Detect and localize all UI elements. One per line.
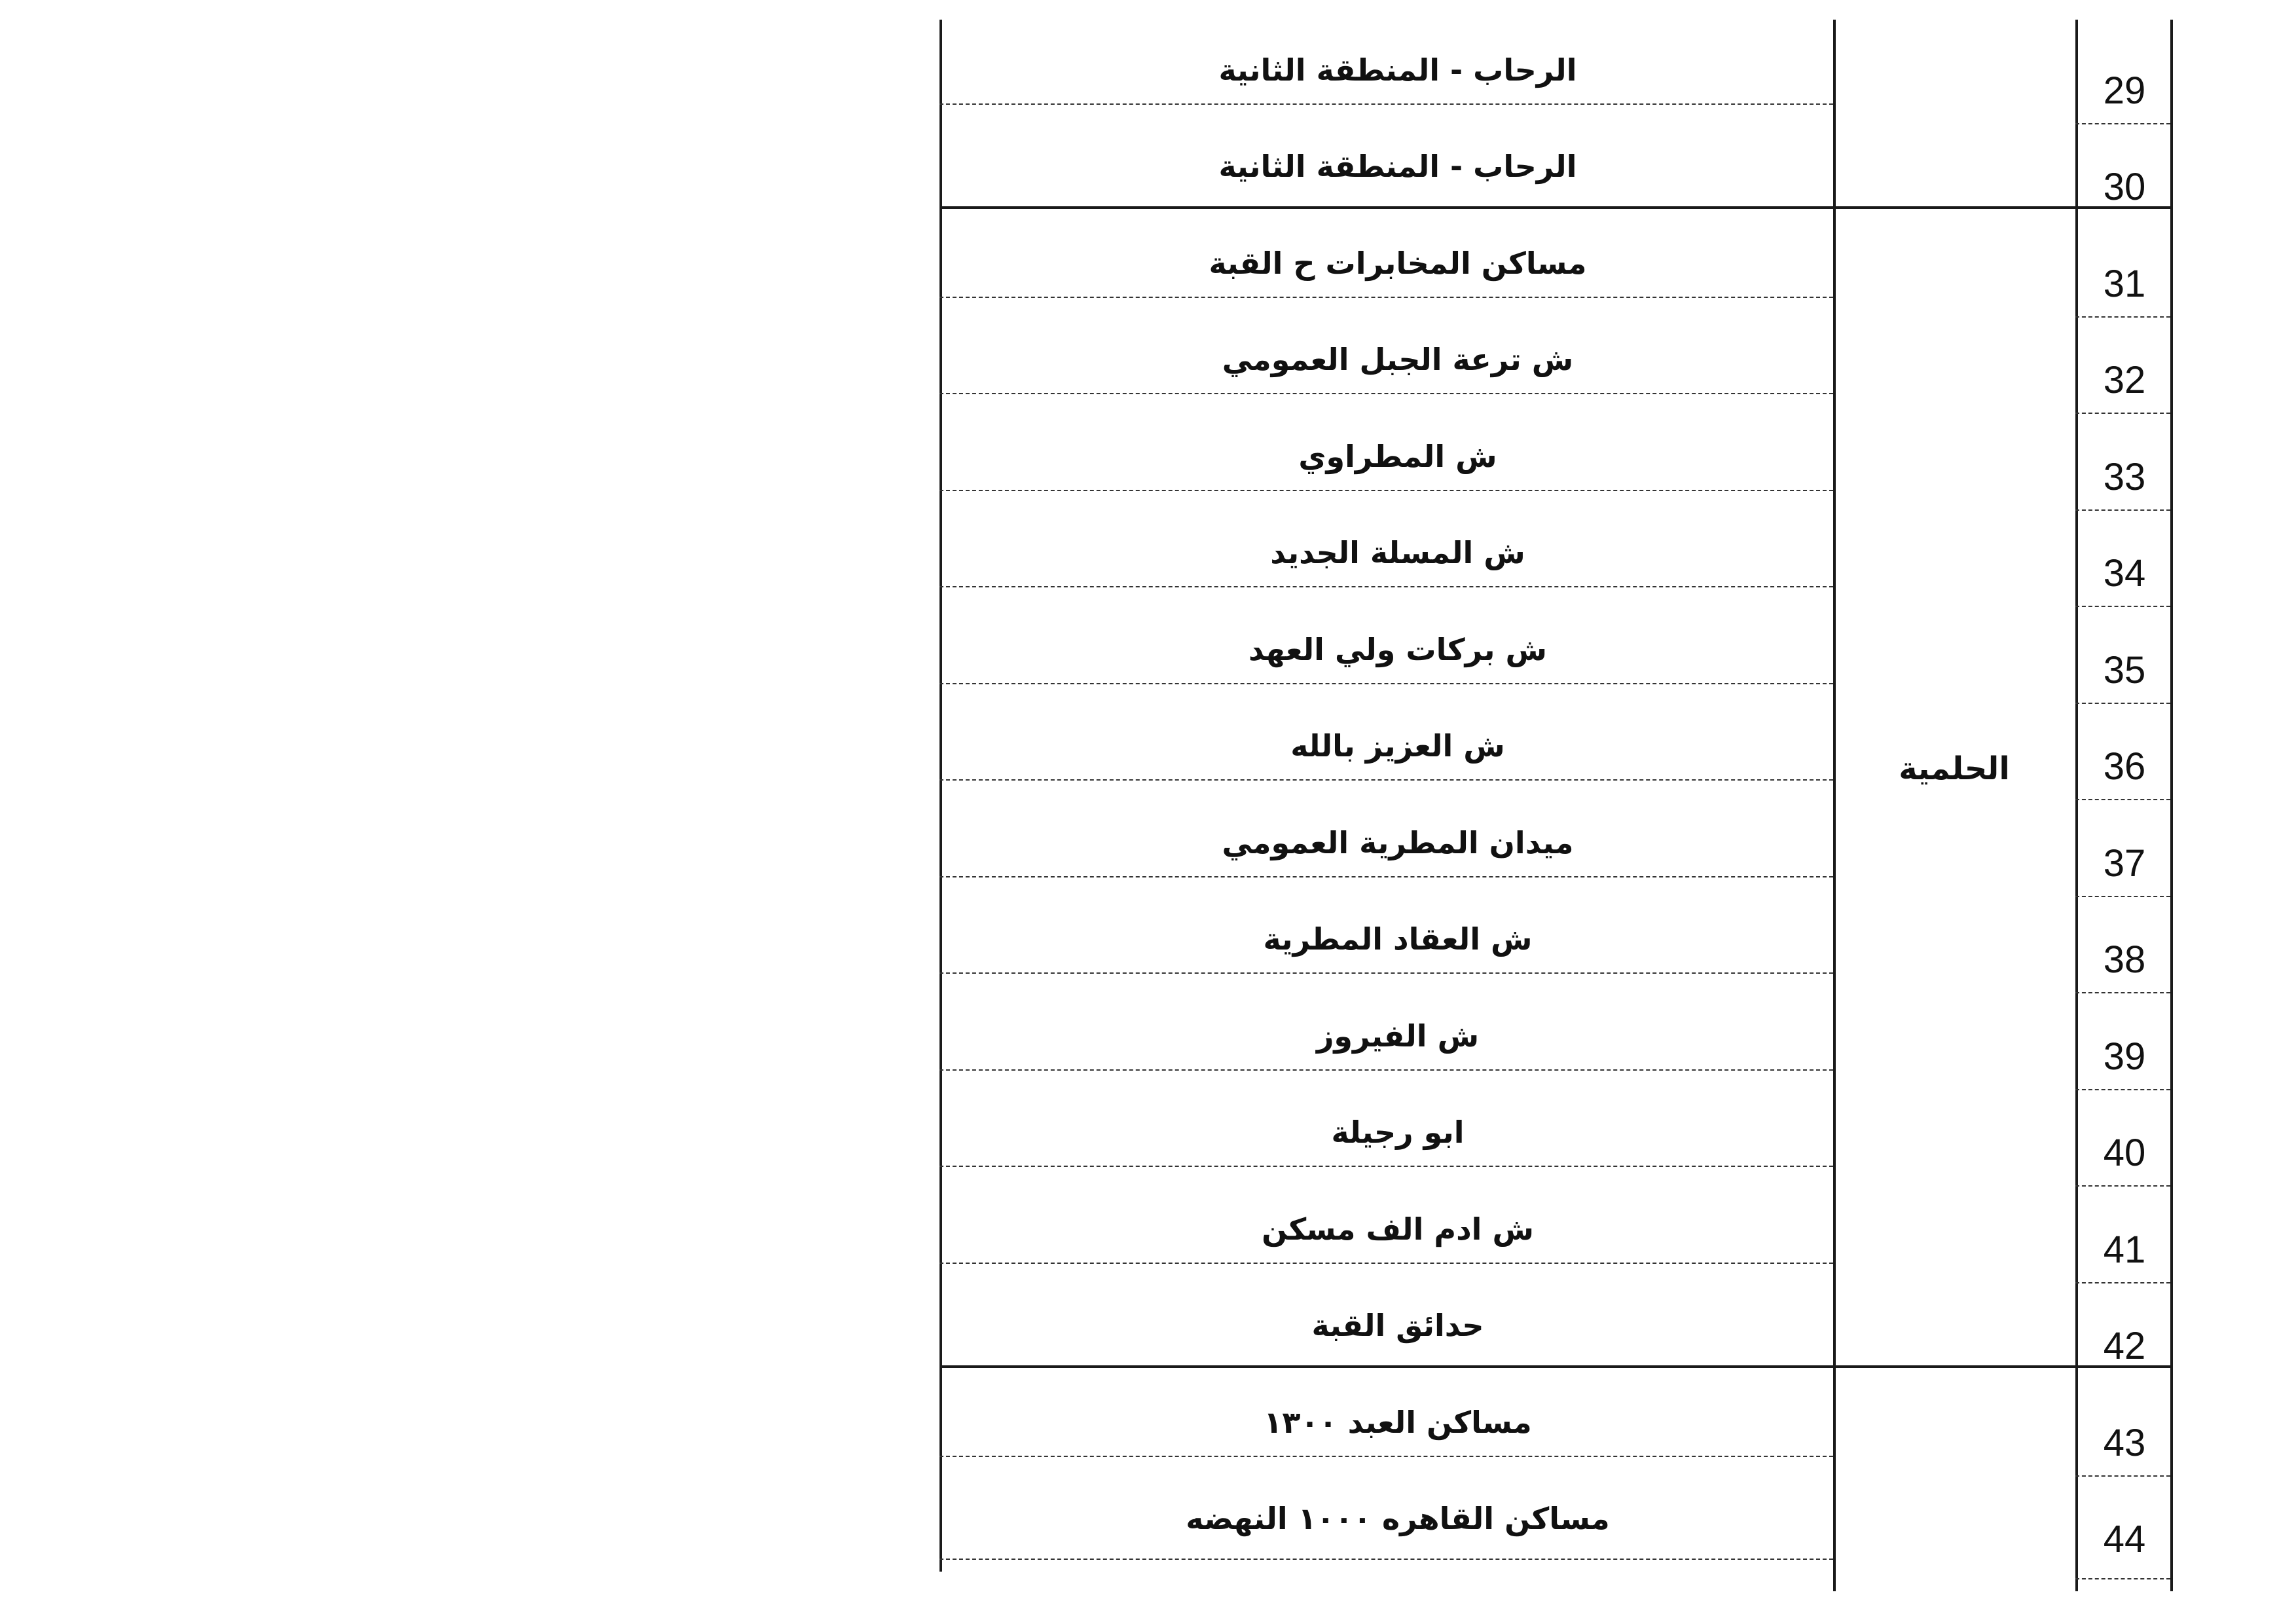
location-name: ابو رجيلة xyxy=(1331,1115,1465,1151)
row-separator-number xyxy=(2075,1089,2170,1090)
row-separator-number xyxy=(2075,509,2170,511)
row-number: 43 xyxy=(2103,1421,2146,1464)
row-number: 36 xyxy=(2103,745,2146,788)
row-separator-number xyxy=(2075,123,2170,124)
row-separator-name xyxy=(939,393,1833,394)
row-number: 38 xyxy=(2103,938,2146,982)
row-separator-number xyxy=(2075,1282,2170,1283)
row-separator-number xyxy=(2075,413,2170,414)
location-name: حدائق القبة xyxy=(1311,1308,1484,1344)
row-separator-number xyxy=(2075,1475,2170,1477)
location-name: ميدان المطرية العمومي xyxy=(1222,824,1574,860)
location-name: مساكن العبد ١٣٠٠ xyxy=(1264,1404,1532,1440)
location-name: ش المطراوي xyxy=(1298,438,1497,474)
row-separator-name xyxy=(939,297,1833,298)
location-name: ش العقاد المطرية xyxy=(1263,921,1533,957)
row-number: 35 xyxy=(2103,648,2146,692)
row-number: 31 xyxy=(2103,262,2146,305)
row-separator-name xyxy=(939,1456,1833,1457)
row-separator-number xyxy=(2075,316,2170,318)
row-number: 29 xyxy=(2103,69,2146,112)
row-separator-name xyxy=(939,683,1833,684)
location-name: مساكن المخابرات ح القبة xyxy=(1209,245,1587,281)
row-separator-name xyxy=(939,586,1833,587)
group-separator xyxy=(939,1365,2170,1368)
location-name: الرحاب - المنطقة الثانية xyxy=(1218,149,1577,185)
row-number: 30 xyxy=(2103,166,2146,209)
table-border-left xyxy=(939,20,942,1572)
row-number: 33 xyxy=(2103,455,2146,498)
row-separator-name xyxy=(939,876,1833,877)
row-separator-number xyxy=(2075,606,2170,607)
location-name: ش بركات ولي العهد xyxy=(1248,631,1547,667)
row-separator-name xyxy=(939,1166,1833,1167)
row-number: 42 xyxy=(2103,1325,2146,1368)
location-name: ش المسلة الجديد xyxy=(1270,535,1525,571)
location-name: الرحاب - المنطقة الثانية xyxy=(1218,52,1577,88)
location-name: ش العزيز بالله xyxy=(1290,728,1505,764)
row-separator-number xyxy=(2075,1185,2170,1187)
location-name: ش ادم الف مسكن xyxy=(1262,1211,1534,1247)
row-separator-name xyxy=(939,103,1833,105)
location-name: ش الفيروز xyxy=(1316,1018,1480,1054)
table-bottom-number xyxy=(2075,1578,2170,1579)
table-bottom-name xyxy=(939,1559,1833,1560)
row-separator-name xyxy=(939,972,1833,974)
row-separator-name xyxy=(939,779,1833,781)
row-number: 34 xyxy=(2103,552,2146,595)
row-separator-name xyxy=(939,490,1833,491)
row-separator-number xyxy=(2075,896,2170,897)
location-name: مساكن القاهره ١٠٠٠ النهضه xyxy=(1186,1501,1610,1537)
row-separator-number xyxy=(2075,799,2170,800)
row-number: 39 xyxy=(2103,1035,2146,1078)
row-number: 44 xyxy=(2103,1518,2146,1561)
row-number: 40 xyxy=(2103,1132,2146,1175)
row-separator-number xyxy=(2075,992,2170,993)
location-name: ش ترعة الجبل العمومي xyxy=(1222,342,1574,378)
row-number: 41 xyxy=(2103,1228,2146,1271)
row-separator-name xyxy=(939,1069,1833,1071)
row-number: 37 xyxy=(2103,841,2146,885)
row-separator-number xyxy=(2075,703,2170,704)
group-separator xyxy=(939,206,2170,209)
district-label: الحلمية xyxy=(1899,750,2010,787)
row-separator-name xyxy=(939,1263,1833,1264)
row-number: 32 xyxy=(2103,359,2146,402)
